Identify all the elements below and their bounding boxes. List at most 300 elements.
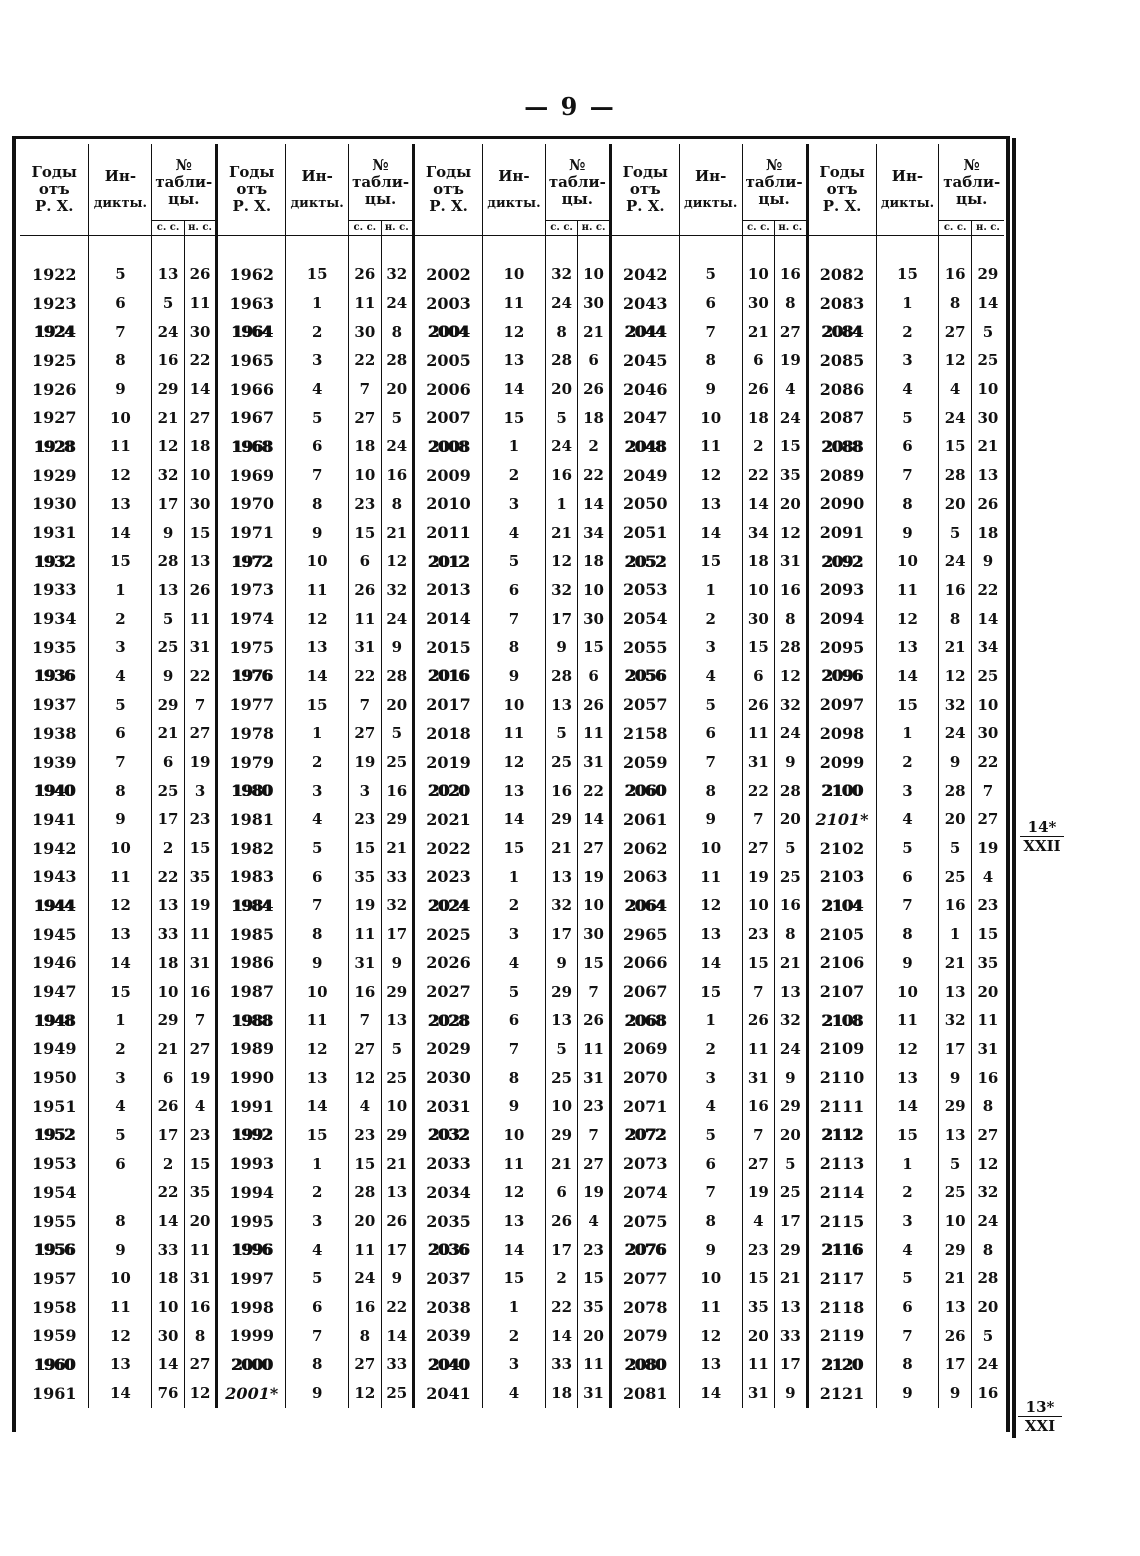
table-ss-cell: 26: [742, 375, 774, 404]
indiction-cell: 13: [679, 920, 742, 949]
year-cell: 1975: [217, 633, 286, 662]
indiction-cell: 8: [286, 920, 349, 949]
table-ns-cell: 24: [775, 719, 807, 748]
table-ss-cell: 27: [349, 719, 381, 748]
year-cell: 2064: [610, 891, 679, 920]
table-ns-cell: 8: [971, 1235, 1004, 1264]
indiction-cell: 4: [89, 1092, 152, 1121]
year-cell: 2119: [807, 1321, 876, 1350]
table-ss-cell: 31: [742, 748, 774, 777]
table-ss-cell: 2: [742, 432, 774, 461]
table-ns-cell: 15: [971, 920, 1004, 949]
table-ns-cell: 31: [971, 1035, 1004, 1064]
table-ss-cell: 15: [742, 1264, 774, 1293]
indiction-cell: 4: [679, 662, 742, 691]
year-cell: 1991: [217, 1092, 286, 1121]
indiction-cell: 9: [876, 949, 939, 978]
indiction-cell: 3: [286, 1207, 349, 1236]
indiction-cell: 11: [286, 576, 349, 605]
indiction-cell: 3: [89, 1063, 152, 1092]
table-ns-cell: 30: [971, 719, 1004, 748]
table-ss-cell: 11: [349, 604, 381, 633]
table-ns-cell: 22: [578, 776, 610, 805]
year-cell: 1984: [217, 891, 286, 920]
year-cell: 2001*: [217, 1379, 286, 1408]
table-ns-cell: 35: [184, 862, 216, 891]
table-ns-cell: 21: [381, 1149, 413, 1178]
table-ss-cell: 33: [152, 920, 184, 949]
table-ns-cell: 4: [184, 1092, 216, 1121]
table-ss-cell: 27: [349, 1350, 381, 1379]
year-cell: 2104: [807, 891, 876, 920]
indiction-cell: 15: [89, 547, 152, 576]
indiction-cell: 4: [286, 805, 349, 834]
year-cell: 1992: [217, 1121, 286, 1150]
indiction-cell: [89, 1178, 152, 1207]
table-ss-cell: 14: [152, 1350, 184, 1379]
table-ss-cell: 17: [939, 1035, 971, 1064]
year-cell: 2105: [807, 920, 876, 949]
table-ns-cell: 25: [971, 662, 1004, 691]
table-ns-cell: 6: [578, 662, 610, 691]
table-ns-cell: 14: [578, 490, 610, 519]
table-ss-cell: 10: [939, 1207, 971, 1236]
table-ns-cell: 16: [381, 776, 413, 805]
indiction-cell: 14: [679, 1379, 742, 1408]
table-ss-cell: 20: [939, 490, 971, 519]
table-ss-cell: 28: [939, 461, 971, 490]
indiction-cell: 14: [89, 518, 152, 547]
table-ns-cell: 20: [775, 490, 807, 519]
year-cell: 1979: [217, 748, 286, 777]
year-cell: 2115: [807, 1207, 876, 1236]
year-cell: 2068: [610, 1006, 679, 1035]
table-ss-cell: 11: [742, 719, 774, 748]
table-ns-cell: 14: [578, 805, 610, 834]
table-ns-cell: 11: [971, 1006, 1004, 1035]
table-ss-cell: 22: [152, 862, 184, 891]
indiction-cell: 8: [483, 633, 546, 662]
table-ss-cell: 29: [939, 1235, 971, 1264]
year-cell: 1944: [33, 895, 75, 915]
indiction-cell: 6: [89, 1149, 152, 1178]
table-ss-cell: 17: [545, 920, 577, 949]
indiction-cell: 2: [89, 1035, 152, 1064]
year-cell: 2033: [414, 1149, 483, 1178]
table-ss-cell: 16: [152, 346, 184, 375]
table-ss-cell: 24: [545, 432, 577, 461]
indiction-cell: 5: [483, 977, 546, 1006]
table-ns-cell: 15: [578, 1264, 610, 1293]
table-ns-cell: 2: [578, 432, 610, 461]
year-cell: 2026: [414, 949, 483, 978]
table-ns-cell: 16: [775, 891, 807, 920]
table-ss-cell: 18: [742, 547, 774, 576]
table-ss-cell: 32: [545, 260, 577, 289]
table-ss-cell: 33: [152, 1235, 184, 1264]
indiction-cell: 7: [679, 748, 742, 777]
table-ss-cell: 26: [742, 690, 774, 719]
table-ns-cell: 32: [971, 1178, 1004, 1207]
year-cell: 1953: [31, 1154, 77, 1174]
table-ss-cell: 17: [152, 805, 184, 834]
table-ss-cell: 9: [152, 662, 184, 691]
indiction-cell: 5: [876, 834, 939, 863]
table-ns-cell: 24: [381, 289, 413, 318]
year-cell: 1968: [217, 432, 286, 461]
year-cell: 1950: [31, 1068, 77, 1088]
indiction-cell: 7: [876, 461, 939, 490]
indiction-cell: 14: [679, 518, 742, 547]
header-years: Годы отъ Р. Х.: [610, 144, 679, 236]
table-ss-cell: 28: [152, 547, 184, 576]
table-ns-cell: 13: [381, 1178, 413, 1207]
table-ns-cell: 26: [381, 1207, 413, 1236]
year-cell: 2030: [414, 1063, 483, 1092]
table-ns-cell: 5: [381, 719, 413, 748]
table-ns-cell: 26: [971, 490, 1004, 519]
table-ns-cell: 17: [381, 1235, 413, 1264]
indiction-cell: 1: [286, 719, 349, 748]
indiction-cell: 11: [286, 1006, 349, 1035]
year-cell: 2096: [807, 662, 876, 691]
table-row: [20, 375, 1004, 404]
table-ns-cell: 9: [775, 1379, 807, 1408]
year-cell: 1922: [31, 264, 77, 284]
year-cell: 1969: [217, 461, 286, 490]
year-cell: 1934: [31, 609, 77, 629]
table-ss-cell: 11: [742, 1350, 774, 1379]
indiction-cell: 9: [89, 375, 152, 404]
indiction-cell: 12: [89, 1321, 152, 1350]
table-ns-cell: 29: [775, 1092, 807, 1121]
table-ss-cell: 16: [349, 1293, 381, 1322]
year-cell: 2075: [610, 1207, 679, 1236]
indiction-cell: 3: [89, 633, 152, 662]
indiction-cell: 15: [483, 403, 546, 432]
indiction-cell: 8: [286, 490, 349, 519]
year-cell: 2094: [807, 604, 876, 633]
table-ns-cell: 16: [971, 1379, 1004, 1408]
year-cell: 2110: [807, 1063, 876, 1092]
year-cell: 2009: [414, 461, 483, 490]
table-ns-cell: 27: [184, 1035, 216, 1064]
year-cell: 1942: [31, 838, 77, 858]
table-ss-cell: 6: [152, 748, 184, 777]
table-ns-cell: 22: [971, 748, 1004, 777]
table-ss-cell: 8: [545, 317, 577, 346]
indiction-cell: 12: [483, 317, 546, 346]
table-ns-cell: 25: [775, 862, 807, 891]
year-cell: 1989: [217, 1035, 286, 1064]
indiction-cell: 7: [89, 748, 152, 777]
table-ns-cell: 33: [775, 1321, 807, 1350]
table-ns-cell: 9: [775, 1063, 807, 1092]
year-cell: 2109: [807, 1035, 876, 1064]
indiction-cell: 8: [483, 1063, 546, 1092]
table-ss-cell: 21: [939, 1264, 971, 1293]
year-cell: 2041: [414, 1379, 483, 1408]
indiction-cell: 8: [679, 346, 742, 375]
indiction-cell: 1: [483, 1293, 546, 1322]
year-cell: 1933: [31, 580, 77, 600]
table-ss-cell: 11: [742, 1035, 774, 1064]
table-ns-cell: 10: [381, 1092, 413, 1121]
table-ss-cell: 21: [152, 403, 184, 432]
header-indiction: Ин- дикты.: [679, 144, 742, 236]
table-row: [20, 776, 1004, 805]
indiction-cell: 11: [876, 1006, 939, 1035]
table-ss-cell: 8: [349, 1321, 381, 1350]
indiction-cell: 7: [286, 891, 349, 920]
year-cell: 1925: [31, 350, 77, 370]
table-row: [20, 1092, 1004, 1121]
table-ns-cell: 18: [184, 432, 216, 461]
year-cell: 1951: [31, 1096, 77, 1116]
indiction-cell: 7: [286, 461, 349, 490]
table-ss-cell: 10: [545, 1092, 577, 1121]
year-cell: 2117: [807, 1264, 876, 1293]
indiction-cell: 7: [89, 317, 152, 346]
year-cell: 2055: [610, 633, 679, 662]
table-ss-cell: 17: [152, 1121, 184, 1150]
indiction-cell: 15: [876, 690, 939, 719]
year-cell: 2052: [610, 547, 679, 576]
year-cell: 2062: [610, 834, 679, 863]
year-cell: 2048: [610, 432, 679, 461]
year-cell: 2050: [610, 490, 679, 519]
table-ss-cell: 12: [939, 346, 971, 375]
indiction-cell: 13: [876, 633, 939, 662]
year-cell: 2017: [414, 690, 483, 719]
table-ss-cell: 21: [152, 1035, 184, 1064]
table-ss-cell: 29: [152, 690, 184, 719]
indiction-cell: 11: [679, 862, 742, 891]
year-cell: 2045: [610, 346, 679, 375]
indiction-cell: 1: [483, 862, 546, 891]
year-cell: 1990: [217, 1063, 286, 1092]
table-ns-cell: 32: [775, 1006, 807, 1035]
table-ss-cell: 5: [545, 719, 577, 748]
indiction-cell: 9: [679, 805, 742, 834]
year-cell: 2116: [807, 1235, 876, 1264]
header-table-number: № табли- цы.: [939, 144, 1004, 221]
indiction-cell: 15: [483, 1264, 546, 1293]
indiction-cell: 10: [483, 260, 546, 289]
table-ns-cell: 29: [381, 1121, 413, 1150]
table-ns-cell: 30: [578, 920, 610, 949]
table-ss-cell: 19: [742, 1178, 774, 1207]
table-ns-cell: 24: [381, 432, 413, 461]
table-ss-cell: 21: [545, 1149, 577, 1178]
table-row: [20, 891, 1004, 920]
table-ss-cell: 25: [545, 748, 577, 777]
table-ns-cell: 22: [578, 461, 610, 490]
year-cell: 2099: [807, 748, 876, 777]
year-cell: 2076: [610, 1235, 679, 1264]
table-ns-cell: 18: [578, 403, 610, 432]
table-ns-cell: 22: [381, 1293, 413, 1322]
year-cell: 1956: [33, 1240, 75, 1260]
table-ss-cell: 6: [742, 662, 774, 691]
indiction-cell: 4: [89, 662, 152, 691]
indiction-cell: 7: [876, 891, 939, 920]
year-cell: 1978: [217, 719, 286, 748]
indiction-cell: 7: [483, 1035, 546, 1064]
table-ns-cell: 11: [184, 1235, 216, 1264]
year-cell: 2040: [414, 1350, 483, 1379]
table-ns-cell: 31: [184, 633, 216, 662]
year-cell: 2086: [807, 375, 876, 404]
table-ns-cell: 32: [381, 260, 413, 289]
table-ns-cell: 35: [971, 949, 1004, 978]
table-ns-cell: 4: [971, 862, 1004, 891]
table-ss-cell: 28: [349, 1178, 381, 1207]
indiction-cell: 5: [679, 1121, 742, 1150]
table-ss-cell: 10: [349, 461, 381, 490]
table-ns-cell: 19: [184, 748, 216, 777]
table-ns-cell: 9: [381, 633, 413, 662]
table-ss-cell: 16: [939, 576, 971, 605]
table-ss-cell: 13: [939, 1293, 971, 1322]
table-ss-cell: 11: [349, 920, 381, 949]
indiction-cell: 2: [876, 317, 939, 346]
indiction-cell: 11: [89, 862, 152, 891]
table-ns-cell: 15: [184, 834, 216, 863]
table-ns-cell: 20: [971, 977, 1004, 1006]
margin-note-lower-bottom: XXI: [1024, 1417, 1056, 1435]
year-cell: 2084: [807, 317, 876, 346]
table-ns-cell: 12: [775, 662, 807, 691]
table-ss-cell: 12: [349, 1063, 381, 1092]
header-table-number: № табли- цы.: [742, 144, 807, 221]
table-ns-cell: 21: [381, 834, 413, 863]
table-ns-cell: 18: [971, 518, 1004, 547]
table-ss-cell: 17: [545, 604, 577, 633]
table-row: [20, 1264, 1004, 1293]
table-ss-cell: 29: [545, 1121, 577, 1150]
indiction-cell: 14: [679, 949, 742, 978]
year-cell: 2038: [414, 1293, 483, 1322]
table-ss-cell: 30: [152, 1321, 184, 1350]
indiction-cell: 5: [286, 1264, 349, 1293]
year-cell: 2072: [610, 1121, 679, 1150]
table-row: [20, 1293, 1004, 1322]
table-ns-cell: 8: [381, 317, 413, 346]
table-ns-cell: 10: [578, 891, 610, 920]
year-cell: 1945: [31, 924, 77, 944]
table-ns-cell: 26: [578, 375, 610, 404]
header-ss: с. с.: [152, 221, 184, 236]
year-cell: 1982: [217, 834, 286, 863]
year-cell: 2018: [414, 719, 483, 748]
indiction-cell: 15: [89, 977, 152, 1006]
year-cell: 1981: [217, 805, 286, 834]
table-ss-cell: 9: [545, 633, 577, 662]
table-ss-cell: 32: [939, 1006, 971, 1035]
table-ns-cell: 5: [381, 403, 413, 432]
indiction-cell: 2: [286, 1178, 349, 1207]
indiction-cell: 6: [483, 576, 546, 605]
table-ss-cell: 22: [152, 1178, 184, 1207]
indiction-cell: 3: [483, 490, 546, 519]
table-ss-cell: 5: [545, 403, 577, 432]
indiction-cell: 1: [679, 576, 742, 605]
year-cell: 2037: [414, 1264, 483, 1293]
year-cell: 2016: [414, 662, 483, 691]
table-ns-cell: 17: [775, 1207, 807, 1236]
year-cell: 2098: [807, 719, 876, 748]
indiction-cell: 13: [483, 346, 546, 375]
year-cell: 2013: [414, 576, 483, 605]
year-cell: 2079: [610, 1321, 679, 1350]
indiction-cell: 2: [483, 891, 546, 920]
year-cell: 1926: [31, 379, 77, 399]
year-cell: 2101*: [807, 805, 876, 834]
year-cell: 2067: [610, 977, 679, 1006]
indiction-cell: 12: [876, 1035, 939, 1064]
indiction-cell: 12: [483, 748, 546, 777]
table-row: [20, 403, 1004, 432]
table-row: [20, 260, 1004, 289]
year-cell: 2111: [807, 1092, 876, 1121]
table-ns-cell: 8: [775, 920, 807, 949]
indiction-cell: 2: [483, 1321, 546, 1350]
table-ss-cell: 26: [349, 576, 381, 605]
table-ns-cell: 28: [971, 1264, 1004, 1293]
table-ss-cell: 20: [545, 375, 577, 404]
table-ss-cell: 29: [152, 1006, 184, 1035]
table-ss-cell: 32: [545, 576, 577, 605]
indiction-cell: 9: [483, 662, 546, 691]
year-cell: 2108: [807, 1006, 876, 1035]
table-ns-cell: 9: [775, 748, 807, 777]
table-ns-cell: 25: [381, 1063, 413, 1092]
indiction-cell: 13: [876, 1063, 939, 1092]
table-ns-cell: 17: [775, 1350, 807, 1379]
table-ss-cell: 18: [349, 432, 381, 461]
year-cell: 2007: [414, 403, 483, 432]
indiction-cell: 15: [679, 977, 742, 1006]
year-cell: 2027: [414, 977, 483, 1006]
table-row: [20, 461, 1004, 490]
year-cell: 2002: [414, 260, 483, 289]
table-ss-cell: 7: [742, 1121, 774, 1150]
margin-note-lower: [1018, 1398, 1062, 1435]
indiction-cell: 9: [89, 1235, 152, 1264]
year-cell: 1962: [217, 260, 286, 289]
table-ns-cell: 12: [775, 518, 807, 547]
table-row: [20, 604, 1004, 633]
table-ss-cell: 16: [349, 977, 381, 1006]
indiction-cell: 1: [89, 576, 152, 605]
year-cell: 2089: [807, 461, 876, 490]
year-cell: 1976: [217, 662, 286, 691]
table-ns-cell: 22: [184, 662, 216, 691]
table-ss-cell: 24: [939, 403, 971, 432]
indiction-cell: 11: [483, 289, 546, 318]
indiction-cell: 1: [679, 1006, 742, 1035]
table-ns-cell: 28: [381, 346, 413, 375]
indiction-cell: 3: [483, 920, 546, 949]
indiction-cell: 12: [679, 891, 742, 920]
table-ss-cell: 17: [152, 490, 184, 519]
table-ss-cell: 24: [349, 1264, 381, 1293]
table-ss-cell: 16: [939, 891, 971, 920]
table-ss-cell: 26: [152, 1092, 184, 1121]
year-cell: 2100: [807, 776, 876, 805]
table-ns-cell: 15: [578, 633, 610, 662]
